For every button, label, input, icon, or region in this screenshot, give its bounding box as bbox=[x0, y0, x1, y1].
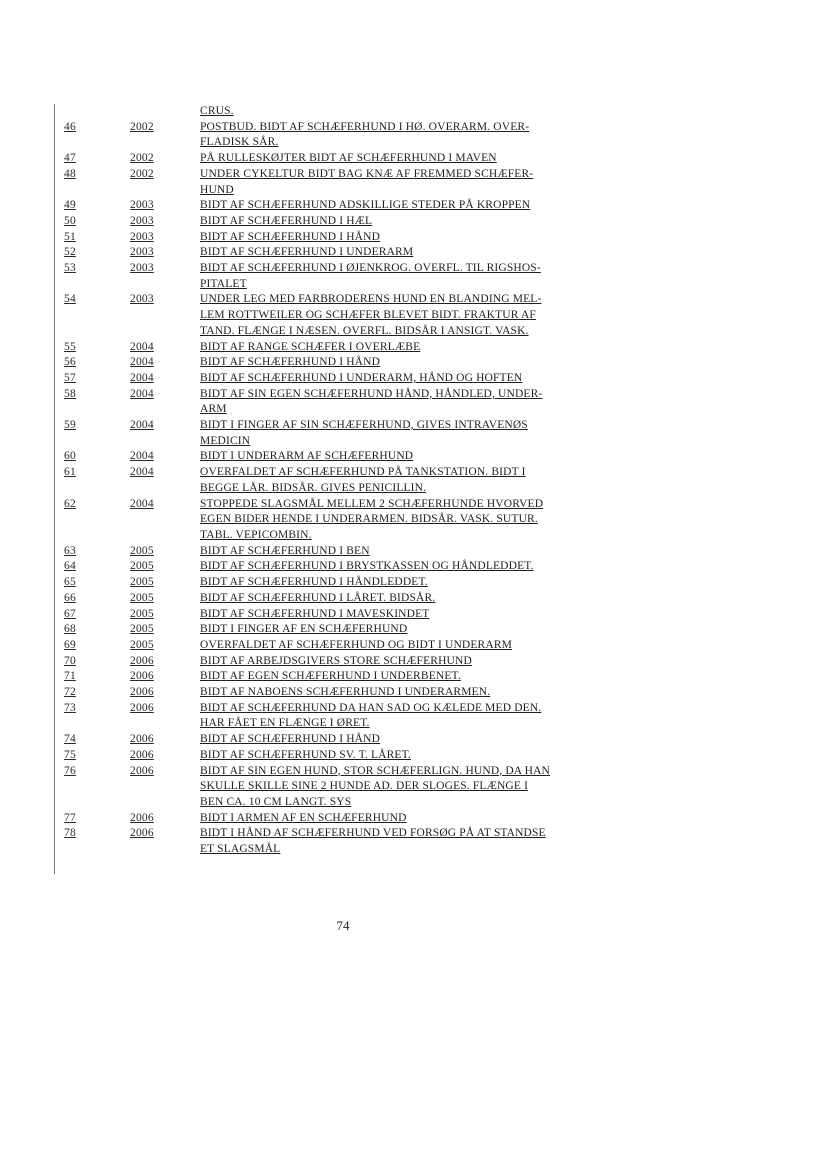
record-number: 58 bbox=[64, 387, 76, 400]
record-row bbox=[64, 449, 624, 465]
record-year: 2004 bbox=[130, 450, 154, 463]
record-row bbox=[64, 355, 624, 371]
record-year: 2002 bbox=[130, 167, 154, 180]
record-description-line: LEM ROTTWEILER OG SCHÆFER BLEVET BIDT. FRAKTUR AF bbox=[200, 309, 536, 322]
record-number: 60 bbox=[64, 450, 76, 463]
record-number: 77 bbox=[64, 811, 76, 824]
record-year: 2005 bbox=[130, 638, 154, 651]
record-year: 2002 bbox=[130, 152, 154, 165]
record-description-line: BIDT AF SIN EGEN HUND, STOR SCHÆFERLIGN. HUND, DA HAN bbox=[200, 764, 550, 777]
record-number: 56 bbox=[64, 356, 76, 369]
record-description bbox=[200, 371, 620, 387]
record-description-line: BIDT AF SCHÆFERHUND I HÅND bbox=[200, 356, 381, 369]
record-description-line: HAR FÅET EN FLÆNGE I ØRET. bbox=[200, 717, 370, 730]
record-number: 63 bbox=[64, 544, 76, 557]
record-row bbox=[64, 764, 624, 811]
record-row bbox=[64, 371, 624, 387]
record-description bbox=[200, 167, 620, 198]
record-description bbox=[200, 292, 620, 339]
record-description-line: BIDT AF ARBEJDSGIVERS STORE SCHÆFERHUND bbox=[200, 654, 472, 667]
record-year: 2006 bbox=[130, 733, 154, 746]
record-number: 70 bbox=[64, 654, 76, 667]
record-description-line: BIDT AF SCHÆFERHUND I MAVESKINDET bbox=[200, 607, 430, 620]
record-year: 2004 bbox=[130, 340, 154, 353]
record-row bbox=[64, 214, 624, 230]
page-number: 74 bbox=[336, 918, 350, 933]
record-description bbox=[200, 465, 620, 496]
record-number: 65 bbox=[64, 576, 76, 589]
record-description bbox=[200, 591, 620, 607]
record-description-line: BIDT AF SCHÆFERHUND I BRYSTKASSEN OG HÅNDLEDDET. bbox=[200, 560, 534, 573]
record-description-line: BIDT AF SCHÆFERHUND I UNDERARM, HÅND OG HOFTEN bbox=[200, 371, 523, 384]
record-description bbox=[200, 230, 620, 246]
record-description bbox=[200, 575, 620, 591]
record-row bbox=[64, 151, 624, 167]
record-row bbox=[64, 559, 624, 575]
record-year: 2006 bbox=[130, 764, 154, 777]
record-description-line: EGEN BIDER HENDE I UNDERARMEN. BIDSÅR. VASK. SUTUR. bbox=[200, 513, 538, 526]
record-description-line: BIDT AF SCHÆFERHUND I HÅND bbox=[200, 733, 381, 746]
record-row bbox=[64, 387, 624, 418]
record-description-line: BIDT AF EGEN SCHÆFERHUND I UNDERBENET. bbox=[200, 670, 461, 683]
record-row bbox=[64, 340, 624, 356]
record-number: 57 bbox=[64, 371, 76, 384]
record-year: 2003 bbox=[130, 230, 154, 243]
record-row bbox=[64, 230, 624, 246]
record-description bbox=[200, 685, 620, 701]
record-row bbox=[64, 544, 624, 560]
record-year: 2005 bbox=[130, 560, 154, 573]
record-number: 54 bbox=[64, 293, 76, 306]
record-description bbox=[200, 544, 620, 560]
record-row bbox=[64, 120, 624, 151]
record-row bbox=[64, 198, 624, 214]
record-description-line: UNDER CYKELTUR BIDT BAG KNÆ AF FREMMED SCHÆFER- bbox=[200, 167, 534, 180]
record-description bbox=[200, 638, 620, 654]
record-year: 2005 bbox=[130, 623, 154, 636]
record-row bbox=[64, 732, 624, 748]
record-year: 2004 bbox=[130, 356, 154, 369]
record-number: 48 bbox=[64, 167, 76, 180]
record-description-line: BIDT AF SIN EGEN SCHÆFERHUND HÅND, HÅNDLED, UNDER- bbox=[200, 387, 543, 400]
record-year: 2003 bbox=[130, 199, 154, 212]
record-description bbox=[200, 826, 620, 857]
continuation-row bbox=[64, 104, 624, 120]
record-description-line: BIDT AF SCHÆFERHUND I HÅNDLEDDET. bbox=[200, 576, 428, 589]
record-description-line: BEGGE LÅR. BIDSÅR. GIVES PENICILLIN. bbox=[200, 481, 427, 494]
record-number: 75 bbox=[64, 748, 76, 761]
record-row bbox=[64, 622, 624, 638]
record-number: 51 bbox=[64, 230, 76, 243]
record-description bbox=[200, 449, 620, 465]
record-description-line: BIDT AF SCHÆFERHUND I ØJENKROG. OVERFL. TIL RIGSHOS- bbox=[200, 262, 541, 275]
record-description-line: BIDT I FINGER AF EN SCHÆFERHUND bbox=[200, 623, 408, 636]
record-year: 2004 bbox=[130, 387, 154, 400]
record-row bbox=[64, 638, 624, 654]
record-description bbox=[200, 387, 620, 418]
record-row bbox=[64, 465, 624, 496]
record-number: 50 bbox=[64, 214, 76, 227]
record-year: 2006 bbox=[130, 654, 154, 667]
record-description bbox=[200, 245, 620, 261]
record-description-line: BIDT AF SCHÆFERHUND I HÆL bbox=[200, 214, 373, 227]
record-number: 67 bbox=[64, 607, 76, 620]
record-description-line: MEDICIN bbox=[200, 434, 251, 447]
record-number: 76 bbox=[64, 764, 76, 777]
record-description bbox=[200, 732, 620, 748]
record-description bbox=[200, 120, 620, 151]
record-number: 46 bbox=[64, 120, 76, 133]
record-description-line: UNDER LEG MED FARBRODERENS HUND EN BLANDING MEL- bbox=[200, 293, 542, 306]
record-description-line: OVERFALDET AF SCHÆFERHUND OG BIDT I UNDERARM bbox=[200, 638, 513, 651]
record-row bbox=[64, 826, 624, 857]
record-description-line: STOPPEDE SLAGSMÅL MELLEM 2 SCHÆFERHUNDE HVORVED bbox=[200, 497, 544, 510]
record-rows bbox=[64, 120, 624, 858]
record-year: 2004 bbox=[130, 371, 154, 384]
record-description-line: HUND bbox=[200, 183, 234, 196]
record-row bbox=[64, 261, 624, 292]
record-row bbox=[64, 418, 624, 449]
record-description bbox=[200, 559, 620, 575]
record-number: 64 bbox=[64, 560, 76, 573]
record-row bbox=[64, 607, 624, 623]
record-row bbox=[64, 669, 624, 685]
record-description-line: PITALET bbox=[200, 277, 247, 290]
record-description-line: BIDT I ARMEN AF EN SCHÆFERHUND bbox=[200, 811, 407, 824]
record-description bbox=[200, 151, 620, 167]
record-row bbox=[64, 748, 624, 764]
record-description-line: BIDT AF NABOENS SCHÆFERHUND I UNDERARMEN. bbox=[200, 686, 491, 699]
record-row bbox=[64, 575, 624, 591]
record-year: 2004 bbox=[130, 497, 154, 510]
record-description-line: BIDT AF SCHÆFERHUND SV. T. LÅRET. bbox=[200, 748, 411, 761]
record-description bbox=[200, 418, 620, 449]
record-year: 2003 bbox=[130, 246, 154, 259]
record-year: 2006 bbox=[130, 827, 154, 840]
record-description bbox=[200, 261, 620, 292]
record-row bbox=[64, 701, 624, 732]
record-number: 73 bbox=[64, 701, 76, 714]
record-number: 59 bbox=[64, 419, 76, 432]
record-description bbox=[200, 497, 620, 544]
record-description bbox=[200, 748, 620, 764]
record-row bbox=[64, 292, 624, 339]
record-list bbox=[64, 104, 624, 858]
record-row bbox=[64, 811, 624, 827]
record-description bbox=[200, 622, 620, 638]
record-description-line: TABL. VEPICOMBIN. bbox=[200, 528, 312, 541]
record-year: 2006 bbox=[130, 748, 154, 761]
record-description-line: BIDT AF SCHÆFERHUND I HÅND bbox=[200, 230, 381, 243]
record-number: 71 bbox=[64, 670, 76, 683]
record-year: 2006 bbox=[130, 811, 154, 824]
record-year: 2006 bbox=[130, 670, 154, 683]
record-description-line: OVERFALDET AF SCHÆFERHUND PÅ TANKSTATION. BIDT I bbox=[200, 466, 526, 479]
record-year: 2002 bbox=[130, 120, 154, 133]
record-description bbox=[200, 607, 620, 623]
record-number: 53 bbox=[64, 262, 76, 275]
record-description-line: BIDT AF SCHÆFERHUND I LÅRET. BIDSÅR. bbox=[200, 591, 436, 604]
record-description-line: SKULLE SKILLE SINE 2 HUNDE AD. DER SLOGES. FLÆNGE I bbox=[200, 780, 529, 793]
record-description-line: BIDT AF SCHÆFERHUND DA HAN SAD OG KÆLEDE MED DEN. bbox=[200, 701, 542, 714]
record-number: 72 bbox=[64, 686, 76, 699]
record-year: 2005 bbox=[130, 591, 154, 604]
record-description-line: BEN CA. 10 CM LANGT. SYS bbox=[200, 795, 352, 808]
record-description-line: POSTBUD. BIDT AF SCHÆFERHUND I HØ. OVERARM. OVER- bbox=[200, 120, 530, 133]
record-number: 78 bbox=[64, 827, 76, 840]
record-description bbox=[200, 340, 620, 356]
record-description bbox=[200, 654, 620, 670]
record-description-line: ARM bbox=[200, 403, 227, 416]
record-year: 2003 bbox=[130, 293, 154, 306]
record-number: 69 bbox=[64, 638, 76, 651]
record-number: 55 bbox=[64, 340, 76, 353]
record-description-line: PÅ RULLESKØJTER BIDT AF SCHÆFERHUND I MAVEN bbox=[200, 152, 497, 165]
record-description bbox=[200, 355, 620, 371]
record-number: 61 bbox=[64, 466, 76, 479]
record-row bbox=[64, 245, 624, 261]
record-year: 2004 bbox=[130, 466, 154, 479]
record-description-line: BIDT I HÅND AF SCHÆFERHUND VED FORSØG PÅ AT STANDSE bbox=[200, 827, 546, 840]
record-description bbox=[200, 669, 620, 685]
record-year: 2006 bbox=[130, 701, 154, 714]
margin-rule bbox=[54, 104, 55, 874]
record-description-line: BIDT AF RANGE SCHÆFER I OVERLÆBE bbox=[200, 340, 421, 353]
record-description-line: TAND. FLÆNGE I NÆSEN. OVERFL. BIDSÅR I ANSIGT. VASK. bbox=[200, 324, 529, 337]
record-number: 74 bbox=[64, 733, 76, 746]
record-number: 66 bbox=[64, 591, 76, 604]
record-year: 2005 bbox=[130, 576, 154, 589]
record-description-line: FLADISK SÅR. bbox=[200, 136, 279, 149]
record-year: 2004 bbox=[130, 419, 154, 432]
record-description-line: ET SLAGSMÅL bbox=[200, 843, 281, 856]
record-description bbox=[200, 764, 620, 811]
record-number: 47 bbox=[64, 152, 76, 165]
record-description-line: BIDT AF SCHÆFERHUND I BEN bbox=[200, 544, 370, 557]
record-number: 62 bbox=[64, 497, 76, 510]
record-number: 52 bbox=[64, 246, 76, 259]
record-year: 2003 bbox=[130, 214, 154, 227]
record-year: 2006 bbox=[130, 686, 154, 699]
continuation-text: CRUS. bbox=[200, 105, 234, 117]
record-description-line: BIDT AF SCHÆFERHUND I UNDERARM bbox=[200, 246, 414, 259]
record-description-line: BIDT I FINGER AF SIN SCHÆFERHUND, GIVES INTRAVENØS bbox=[200, 419, 528, 432]
record-number: 68 bbox=[64, 623, 76, 636]
record-row bbox=[64, 497, 624, 544]
record-number: 49 bbox=[64, 199, 76, 212]
record-description bbox=[200, 214, 620, 230]
record-year: 2005 bbox=[130, 607, 154, 620]
record-row bbox=[64, 654, 624, 670]
record-description bbox=[200, 701, 620, 732]
record-description-line: BIDT I UNDERARM AF SCHÆFERHUND bbox=[200, 450, 414, 463]
record-description bbox=[200, 198, 620, 214]
record-year: 2005 bbox=[130, 544, 154, 557]
record-row bbox=[64, 591, 624, 607]
record-year: 2003 bbox=[130, 262, 154, 275]
record-row bbox=[64, 167, 624, 198]
record-description-line: BIDT AF SCHÆFERHUND ADSKILLIGE STEDER PÅ KROPPEN bbox=[200, 199, 531, 212]
record-row bbox=[64, 685, 624, 701]
record-description bbox=[200, 811, 620, 827]
